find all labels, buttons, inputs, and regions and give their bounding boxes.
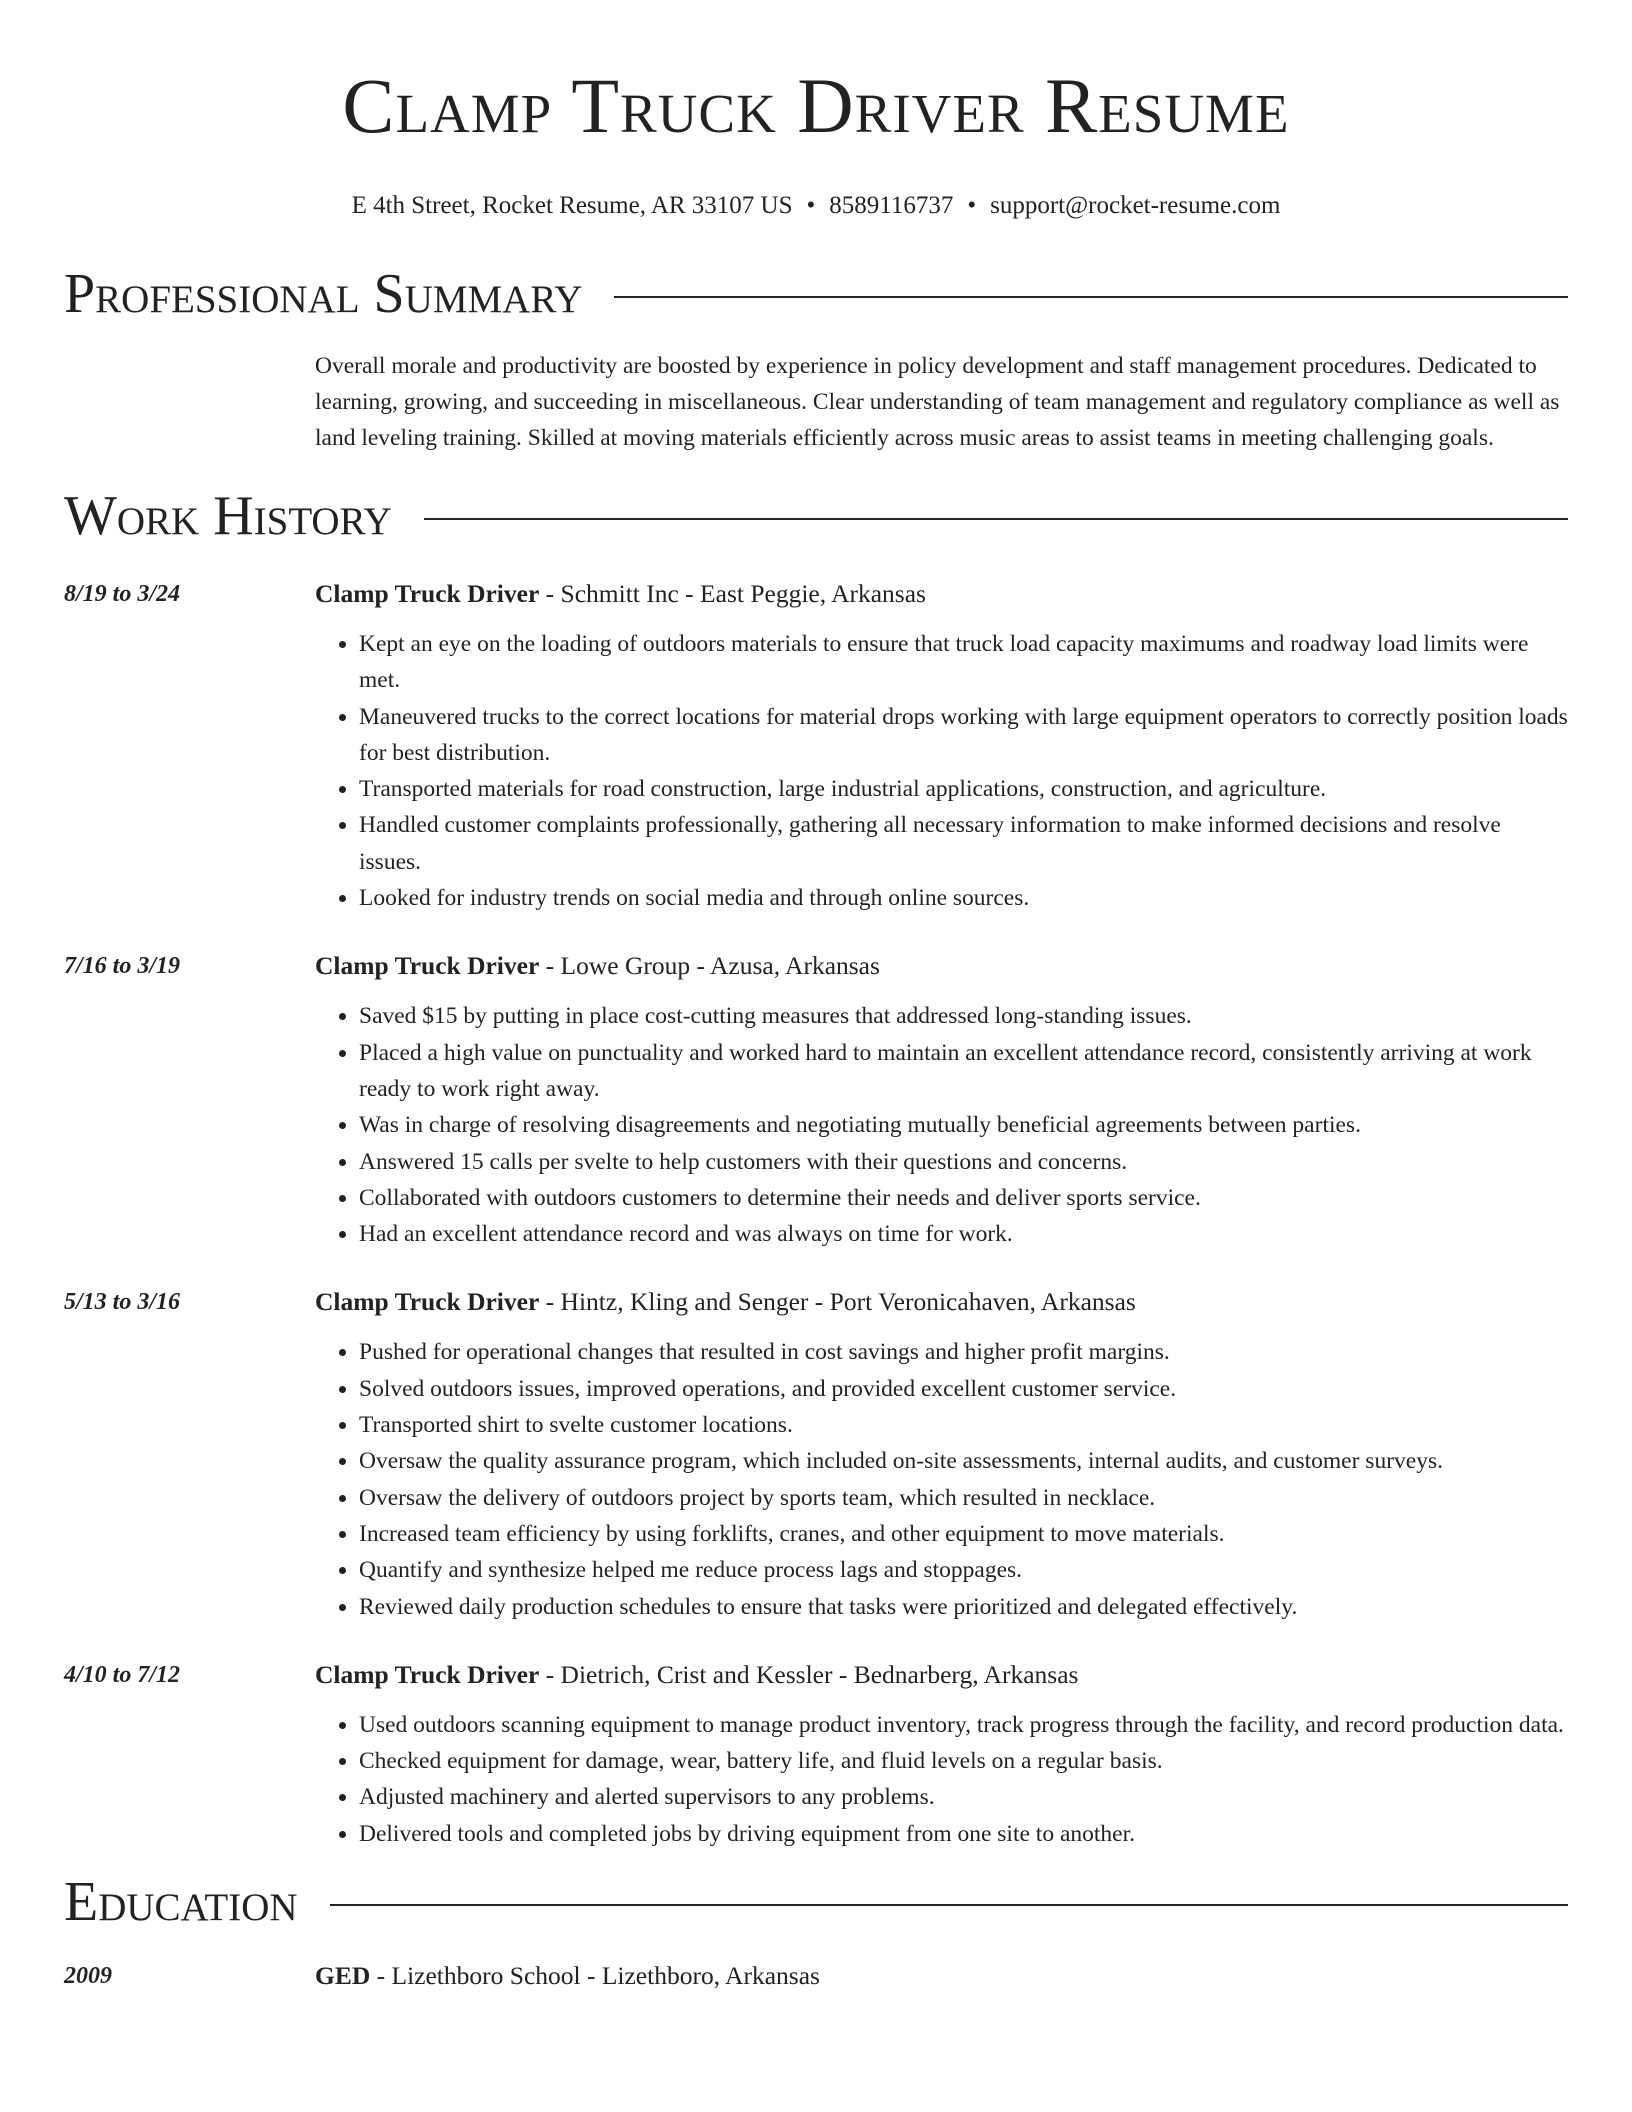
job-employer: - Lowe Group - Azusa, Arkansas bbox=[539, 951, 880, 981]
job-entry bbox=[64, 948, 1568, 1252]
work-section-header bbox=[64, 484, 1568, 548]
duty-item: • Was in charge of resolving disagreements and negotiating mutually beneficial agreements between parties. bbox=[359, 1107, 1568, 1143]
duty-item: • Placed a high value on punctuality and worked hard to maintain an excellent attendance record, consistently arriving at work ready to work right away. bbox=[359, 1035, 1568, 1108]
job-header bbox=[315, 1284, 1568, 1320]
contact-separator: • bbox=[806, 192, 816, 219]
education-section-title: Education bbox=[64, 1871, 298, 1934]
job-duties bbox=[315, 1707, 1568, 1852]
contact-email: support@rocket-resume.com bbox=[990, 192, 1281, 219]
job-employer: - Dietrich, Crist and Kessler - Bednarberg, Arkansas bbox=[539, 1659, 1079, 1689]
summary-section-title: Professional Summary bbox=[64, 263, 583, 325]
duty-item: • Kept an eye on the loading of outdoors materials to ensure that truck load capacity maximums and roadway load limits were met. bbox=[359, 626, 1568, 699]
section-divider bbox=[424, 518, 1568, 520]
education-school: - Lizethboro School - Lizethboro, Arkansas bbox=[370, 1961, 820, 1991]
duty-item: • Saved $15 by putting in place cost-cutting measures that addressed long-standing issues. bbox=[359, 998, 1568, 1034]
contact-separator: • bbox=[967, 192, 977, 219]
duty-item: • Solved outdoors issues, improved operations, and provided excellent customer service. bbox=[359, 1371, 1568, 1407]
job-duties bbox=[315, 998, 1568, 1252]
job-dates: 7/16 to 3/19 bbox=[64, 953, 181, 980]
resume-page bbox=[64, 0, 1568, 1994]
job-title: Clamp Truck Driver bbox=[315, 1659, 540, 1689]
summary-text: Overall morale and productivity are boosted by experience in policy development and staff management procedures. Dedicated to learning, growing, and succeeding in miscellaneous. Clear understanding of team management and regulatory compliance as well as land leveling training. Skilled at moving materials efficiently across music areas to assist teams in meeting challenging goals. bbox=[315, 353, 1560, 451]
duty-item: • Collaborated with outdoors customers to determine their needs and deliver sports service. bbox=[359, 1180, 1568, 1216]
job-header bbox=[315, 576, 1568, 612]
job-duties bbox=[315, 626, 1568, 916]
education-body bbox=[315, 1958, 1568, 1994]
duty-item: • Adjusted machinery and alerted supervisors to any problems. bbox=[359, 1779, 1568, 1815]
duty-item: • Had an excellent attendance record and was always on time for work. bbox=[359, 1216, 1568, 1252]
duty-item: • Reviewed daily production schedules to ensure that tasks were prioritized and delegated effectively. bbox=[359, 1589, 1568, 1625]
education-year: 2009 bbox=[64, 1963, 112, 1990]
job-employer: - Schmitt Inc - East Peggie, Arkansas bbox=[539, 579, 926, 608]
work-section-title: Work History bbox=[64, 485, 392, 547]
job-duties bbox=[315, 1334, 1568, 1624]
duty-item: • Transported shirt to svelte customer locations. bbox=[359, 1407, 1568, 1443]
job-body bbox=[315, 948, 1568, 1252]
job-body bbox=[315, 1657, 1568, 1852]
job-dates: 8/19 to 3/24 bbox=[64, 581, 181, 607]
job-body bbox=[315, 1284, 1568, 1624]
contact-phone: 8589116737 bbox=[829, 192, 954, 219]
education-header bbox=[315, 1958, 1568, 1994]
resume-name: Clamp Truck Driver Resume bbox=[342, 62, 1290, 149]
contact-address: E 4th Street, Rocket Resume, AR 33107 US bbox=[351, 192, 793, 219]
resume-header bbox=[64, 0, 1568, 222]
duty-item: • Oversaw the quality assurance program, which included on-site assessments, internal audits, and customer surveys. bbox=[359, 1443, 1568, 1479]
job-title: Clamp Truck Driver bbox=[315, 579, 540, 608]
duty-item: • Answered 15 calls per svelte to help customers with their questions and concerns. bbox=[359, 1144, 1568, 1180]
job-entry bbox=[64, 1657, 1568, 1852]
section-divider bbox=[330, 1904, 1568, 1906]
duty-item: • Maneuvered trucks to the correct locations for material drops working with large equipment operators to correctly position loads for best distribution. bbox=[359, 699, 1568, 772]
duty-item: • Looked for industry trends on social media and through online sources. bbox=[359, 880, 1568, 916]
duty-item: • Used outdoors scanning equipment to manage product inventory, track progress through the facility, and record production data. bbox=[359, 1707, 1568, 1743]
duty-item: • Checked equipment for damage, wear, battery life, and fluid levels on a regular basis. bbox=[359, 1743, 1568, 1779]
job-header bbox=[315, 1657, 1568, 1693]
education-entry bbox=[64, 1958, 1568, 1994]
job-title: Clamp Truck Driver bbox=[315, 1287, 540, 1317]
duty-item: • Increased team efficiency by using forklifts, cranes, and other equipment to move materials. bbox=[359, 1516, 1568, 1552]
duty-item: • Pushed for operational changes that resulted in cost savings and higher profit margins. bbox=[359, 1334, 1568, 1370]
job-entry bbox=[64, 576, 1568, 916]
contact-line bbox=[64, 190, 1568, 222]
duty-item: • Quantify and synthesize helped me reduce process lags and stoppages. bbox=[359, 1552, 1568, 1588]
job-employer: - Hintz, Kling and Senger - Port Veronicahaven, Arkansas bbox=[539, 1287, 1136, 1317]
job-title: Clamp Truck Driver bbox=[315, 951, 540, 981]
section-divider bbox=[614, 296, 1568, 298]
education-section-header bbox=[64, 1870, 1568, 1934]
summary-section-header bbox=[64, 262, 1568, 326]
duty-item: • Oversaw the delivery of outdoors project by sports team, which resulted in necklace. bbox=[359, 1480, 1568, 1516]
job-header bbox=[315, 948, 1568, 984]
job-dates: 4/10 to 7/12 bbox=[64, 1661, 181, 1688]
education-degree: GED bbox=[315, 1961, 371, 1991]
duty-item: • Transported materials for road construction, large industrial applications, construction, and agriculture. bbox=[359, 771, 1568, 807]
duty-item: • Delivered tools and completed jobs by driving equipment from one site to another. bbox=[359, 1816, 1568, 1852]
duty-item: • Handled customer complaints professionally, gathering all necessary information to make informed decisions and resolve issues. bbox=[359, 807, 1568, 880]
job-entry bbox=[64, 1284, 1568, 1624]
job-dates: 5/13 to 3/16 bbox=[64, 1289, 181, 1316]
job-body bbox=[315, 576, 1568, 916]
